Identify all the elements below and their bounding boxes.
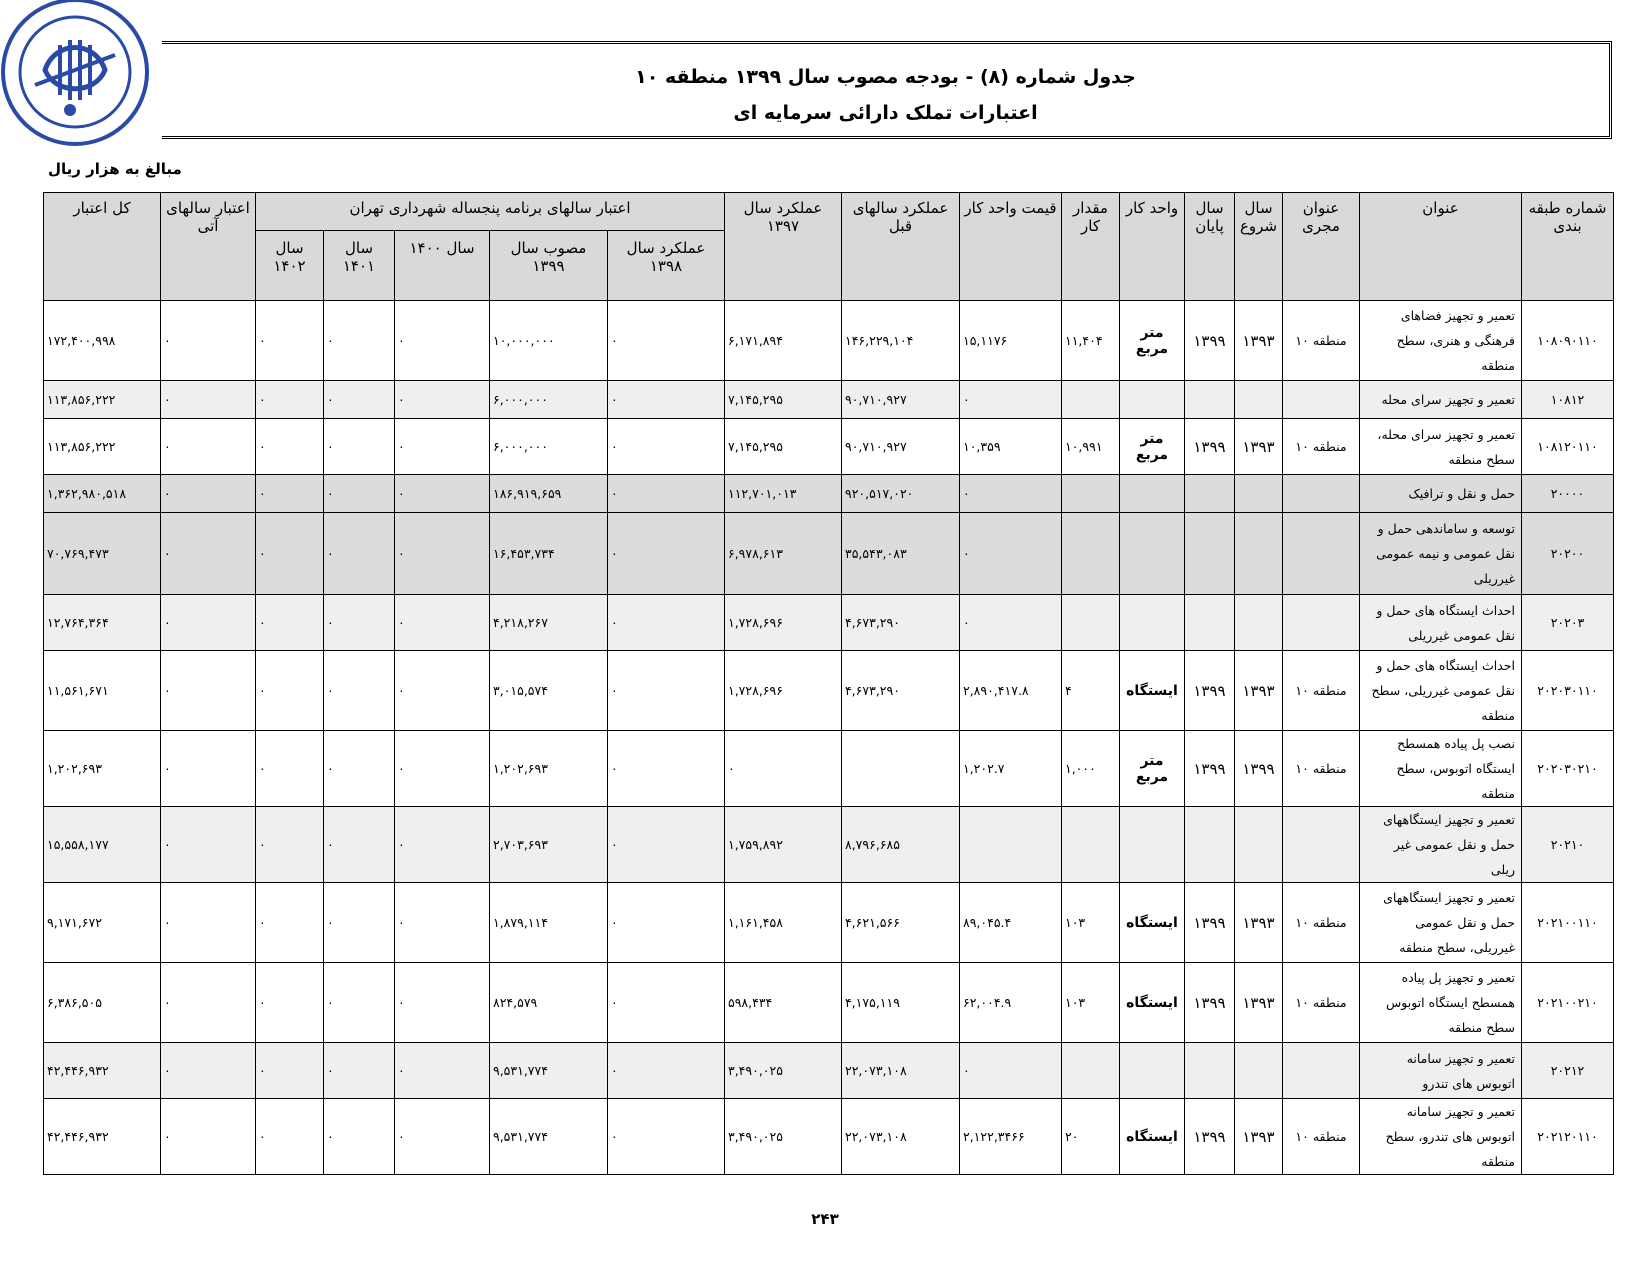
cell-y1398: ۰: [608, 513, 725, 595]
budget-table: [43, 192, 1614, 1175]
cell-end: [1185, 807, 1235, 883]
cell-price: [960, 807, 1062, 883]
cell-y1397: ۰: [725, 731, 842, 807]
cell-future: ۰: [161, 1043, 256, 1099]
cell-executor: منطقه ۱۰: [1283, 419, 1360, 475]
cell-y1397: ۱,۷۵۹,۸۹۲: [725, 807, 842, 883]
cell-code: ۲۰۲۰۰: [1522, 513, 1614, 595]
cell-y1398: ۰: [608, 883, 725, 963]
cell-qty: ۱۱,۴۰۴: [1062, 301, 1120, 381]
cell-price: ۲,۸۹۰,۴۱۷.۸: [960, 651, 1062, 731]
cell-y1402: ۰: [256, 1099, 324, 1175]
cell-y1400: ۰: [395, 513, 490, 595]
cell-y1397: ۳,۴۹۰,۰۲۵: [725, 1043, 842, 1099]
header-1397: عملکرد سال ۱۳۹۷: [725, 193, 842, 301]
header-qty: مقدار کار: [1062, 193, 1120, 301]
cell-price: ۸۹,۰۴۵.۴: [960, 883, 1062, 963]
cell-y1402: ۰: [256, 963, 324, 1043]
cell-y1398: ۰: [608, 731, 725, 807]
cell-y1398: ۰: [608, 651, 725, 731]
cell-executor: منطقه ۱۰: [1283, 301, 1360, 381]
table-row: [44, 381, 1614, 419]
cell-price: ۱,۲۰۲.۷: [960, 731, 1062, 807]
cell-prev: ۴,۶۲۱,۵۶۶: [842, 883, 960, 963]
cell-unit: ایستگاه: [1120, 883, 1185, 963]
cell-y1400: ۰: [395, 651, 490, 731]
cell-y1402: ۰: [256, 419, 324, 475]
cell-unit: ایستگاه: [1120, 651, 1185, 731]
units-note: مبالغ به هزار ریال: [48, 160, 182, 178]
cell-y1401: ۰: [324, 731, 395, 807]
cell-title: تعمیر و تجهیز سرای محله: [1360, 381, 1522, 419]
cell-prev: [842, 731, 960, 807]
cell-title: تعمیر و تجهیز فضاهای فرهنگی و هنری، سطح منطقه: [1360, 301, 1522, 381]
page-number: ۲۴۳: [811, 1210, 839, 1228]
cell-future: ۰: [161, 301, 256, 381]
cell-y1401: ۰: [324, 883, 395, 963]
cell-y1397: ۱,۱۶۱,۴۵۸: [725, 883, 842, 963]
cell-title: تعمیر و تجهیز سرای محله، سطح منطقه: [1360, 419, 1522, 475]
cell-executor: [1283, 595, 1360, 651]
cell-executor: [1283, 1043, 1360, 1099]
cell-code: ۱۰۸۰۹۰۱۱۰: [1522, 301, 1614, 381]
cell-price: ۱۵,۱۱۷۶: [960, 301, 1062, 381]
cell-start: [1235, 1043, 1283, 1099]
cell-total: ۱۲,۷۶۴,۳۶۴: [44, 595, 161, 651]
cell-y1397: ۱,۷۲۸,۶۹۶: [725, 595, 842, 651]
cell-y1401: ۰: [324, 1099, 395, 1175]
cell-unit: [1120, 381, 1185, 419]
cell-code: ۱۰۸۱۲۰۱۱۰: [1522, 419, 1614, 475]
cell-executor: [1283, 475, 1360, 513]
cell-prev: ۱۴۶,۲۲۹,۱۰۴: [842, 301, 960, 381]
cell-end: ۱۳۹۹: [1185, 419, 1235, 475]
cell-y1397: ۱,۷۲۸,۶۹۶: [725, 651, 842, 731]
cell-y1399: ۱۰,۰۰۰,۰۰۰: [490, 301, 608, 381]
cell-executor: [1283, 807, 1360, 883]
cell-end: ۱۳۹۹: [1185, 963, 1235, 1043]
cell-y1401: ۰: [324, 807, 395, 883]
cell-total: ۱۱۳,۸۵۶,۲۲۲: [44, 381, 161, 419]
cell-y1400: ۰: [395, 883, 490, 963]
cell-qty: ۱,۰۰۰: [1062, 731, 1120, 807]
cell-title: احداث ایستگاه های حمل و نقل عمومی غیرریلی، سطح منطقه: [1360, 651, 1522, 731]
cell-y1398: ۰: [608, 1099, 725, 1175]
cell-y1400: ۰: [395, 731, 490, 807]
cell-y1401: ۰: [324, 381, 395, 419]
table-row: [44, 651, 1614, 731]
cell-y1399: ۳,۰۱۵,۵۷۴: [490, 651, 608, 731]
cell-unit: [1120, 595, 1185, 651]
cell-total: ۱,۲۰۲,۶۹۳: [44, 731, 161, 807]
header-1398: عملکرد سال ۱۳۹۸: [608, 231, 725, 301]
cell-code: ۱۰۸۱۲: [1522, 381, 1614, 419]
cell-price: ۰: [960, 475, 1062, 513]
cell-future: ۰: [161, 731, 256, 807]
cell-total: ۹,۱۷۱,۶۷۲: [44, 883, 161, 963]
cell-y1399: ۱۶,۴۵۳,۷۳۴: [490, 513, 608, 595]
cell-price: ۰: [960, 1043, 1062, 1099]
cell-y1402: ۰: [256, 475, 324, 513]
cell-y1400: ۰: [395, 807, 490, 883]
cell-unit: [1120, 513, 1185, 595]
cell-price: ۱۰,۳۵۹: [960, 419, 1062, 475]
title-box: [162, 41, 1612, 139]
cell-y1400: ۰: [395, 475, 490, 513]
header-five-year-plan: اعتبار سالهای برنامه پنجساله شهرداری تهران: [256, 193, 725, 231]
cell-future: ۰: [161, 419, 256, 475]
table-row: [44, 475, 1614, 513]
cell-y1397: ۵۹۸,۴۳۴: [725, 963, 842, 1043]
cell-y1401: ۰: [324, 963, 395, 1043]
cell-price: ۰: [960, 513, 1062, 595]
cell-executor: [1283, 513, 1360, 595]
header-prev: عملکرد سالهای قبل: [842, 193, 960, 301]
cell-title: تعمیر و تجهیز سامانه اتوبوس های تندرو: [1360, 1043, 1522, 1099]
cell-y1401: ۰: [324, 595, 395, 651]
cell-y1397: ۶,۱۷۱,۸۹۴: [725, 301, 842, 381]
table-row: [44, 301, 1614, 381]
cell-qty: [1062, 513, 1120, 595]
table-row: [44, 807, 1614, 883]
cell-end: [1185, 1043, 1235, 1099]
cell-total: ۱۵,۵۵۸,۱۷۷: [44, 807, 161, 883]
cell-start: [1235, 513, 1283, 595]
cell-future: ۰: [161, 807, 256, 883]
cell-y1398: ۰: [608, 419, 725, 475]
cell-y1402: ۰: [256, 1043, 324, 1099]
cell-y1398: ۰: [608, 807, 725, 883]
cell-future: ۰: [161, 1099, 256, 1175]
cell-qty: [1062, 381, 1120, 419]
cell-y1399: ۱,۸۷۹,۱۱۴: [490, 883, 608, 963]
header-1401: سال ۱۴۰۱: [324, 231, 395, 301]
cell-total: ۱۱۳,۸۵۶,۲۲۲: [44, 419, 161, 475]
cell-qty: [1062, 1043, 1120, 1099]
cell-y1402: ۰: [256, 883, 324, 963]
cell-price: ۲,۱۲۲,۳۴۶۶: [960, 1099, 1062, 1175]
header-start: سال شروع: [1235, 193, 1283, 301]
cell-code: ۲۰۲۰۳۰۲۱۰: [1522, 731, 1614, 807]
cell-y1398: ۰: [608, 475, 725, 513]
cell-y1400: ۰: [395, 963, 490, 1043]
cell-price: ۰: [960, 595, 1062, 651]
cell-unit: [1120, 1043, 1185, 1099]
cell-code: ۲۰۲۱۰۰۱۱۰: [1522, 883, 1614, 963]
cell-y1398: ۰: [608, 963, 725, 1043]
header-executor: عنوان مجری: [1283, 193, 1360, 301]
cell-total: ۷۰,۷۶۹,۴۷۳: [44, 513, 161, 595]
table-body: [44, 301, 1614, 1175]
cell-end: ۱۳۹۹: [1185, 301, 1235, 381]
cell-qty: ۴: [1062, 651, 1120, 731]
cell-y1400: ۰: [395, 1099, 490, 1175]
cell-end: [1185, 475, 1235, 513]
cell-y1399: ۸۲۴,۵۷۹: [490, 963, 608, 1043]
cell-start: ۱۳۹۳: [1235, 963, 1283, 1043]
cell-title: توسعه و ساماندهی حمل و نقل عمومی و نیمه عمومی غیرریلی: [1360, 513, 1522, 595]
cell-code: ۲۰۲۱۲۰۱۱۰: [1522, 1099, 1614, 1175]
table-row: [44, 883, 1614, 963]
cell-start: [1235, 807, 1283, 883]
cell-executor: منطقه ۱۰: [1283, 963, 1360, 1043]
cell-qty: ۱۰,۹۹۱: [1062, 419, 1120, 475]
cell-executor: منطقه ۱۰: [1283, 1099, 1360, 1175]
cell-start: ۱۳۹۳: [1235, 419, 1283, 475]
cell-y1399: ۱۸۶,۹۱۹,۶۵۹: [490, 475, 608, 513]
cell-y1399: ۴,۲۱۸,۲۶۷: [490, 595, 608, 651]
cell-unit: متر مربع: [1120, 419, 1185, 475]
cell-prev: ۹۲۰,۵۱۷,۰۲۰: [842, 475, 960, 513]
cell-start: ۱۳۹۹: [1235, 731, 1283, 807]
cell-qty: ۱۰۳: [1062, 883, 1120, 963]
header-1402: سال ۱۴۰۲: [256, 231, 324, 301]
cell-executor: منطقه ۱۰: [1283, 883, 1360, 963]
cell-total: ۶,۳۸۶,۵۰۵: [44, 963, 161, 1043]
table-row: [44, 731, 1614, 807]
cell-code: ۲۰۲۰۳: [1522, 595, 1614, 651]
cell-y1398: ۰: [608, 595, 725, 651]
cell-future: ۰: [161, 651, 256, 731]
header-total: کل اعتبار: [44, 193, 161, 301]
cell-title: حمل و نقل و ترافیک: [1360, 475, 1522, 513]
cell-y1400: ۰: [395, 595, 490, 651]
cell-code: ۲۰۲۰۳۰۱۱۰: [1522, 651, 1614, 731]
cell-end: ۱۳۹۹: [1185, 1099, 1235, 1175]
cell-qty: [1062, 595, 1120, 651]
cell-executor: منطقه ۱۰: [1283, 651, 1360, 731]
cell-future: ۰: [161, 381, 256, 419]
cell-total: ۴۲,۴۴۶,۹۳۲: [44, 1043, 161, 1099]
cell-y1402: ۰: [256, 731, 324, 807]
cell-y1402: ۰: [256, 595, 324, 651]
cell-y1399: ۹,۵۳۱,۷۷۴: [490, 1043, 608, 1099]
cell-y1402: ۰: [256, 381, 324, 419]
cell-y1400: ۰: [395, 301, 490, 381]
cell-unit: [1120, 475, 1185, 513]
cell-future: ۰: [161, 963, 256, 1043]
header-code: شماره طبقه بندی: [1522, 193, 1614, 301]
cell-end: [1185, 595, 1235, 651]
cell-y1399: ۶,۰۰۰,۰۰۰: [490, 419, 608, 475]
cell-y1399: ۱,۲۰۲,۶۹۳: [490, 731, 608, 807]
cell-y1399: ۹,۵۳۱,۷۷۴: [490, 1099, 608, 1175]
cell-unit: ایستگاه: [1120, 963, 1185, 1043]
table-row: [44, 1043, 1614, 1099]
cell-end: ۱۳۹۹: [1185, 883, 1235, 963]
header-end: سال پایان: [1185, 193, 1235, 301]
document-title: جدول شماره (۸) - بودجه مصوب سال ۱۳۹۹ منطقه ۱۰: [635, 66, 1136, 88]
cell-code: ۲۰۰۰۰: [1522, 475, 1614, 513]
cell-prev: ۴,۶۷۳,۲۹۰: [842, 651, 960, 731]
cell-start: [1235, 381, 1283, 419]
cell-y1397: ۷,۱۴۵,۲۹۵: [725, 381, 842, 419]
cell-executor: منطقه ۱۰: [1283, 731, 1360, 807]
seal-stamp: [0, 0, 160, 160]
cell-code: ۲۰۲۱۰۰۲۱۰: [1522, 963, 1614, 1043]
cell-title: تعمیر و تجهیز پل پیاده همسطح ایستگاه اتوبوس سطح منطقه: [1360, 963, 1522, 1043]
header-future: اعتبار سالهای آتی: [161, 193, 256, 301]
cell-y1402: ۰: [256, 807, 324, 883]
cell-code: ۲۰۲۱۰: [1522, 807, 1614, 883]
cell-y1400: ۰: [395, 419, 490, 475]
cell-qty: ۲۰: [1062, 1099, 1120, 1175]
cell-code: ۲۰۲۱۲: [1522, 1043, 1614, 1099]
cell-y1398: ۰: [608, 1043, 725, 1099]
cell-prev: ۲۲,۰۷۳,۱۰۸: [842, 1043, 960, 1099]
header-title: عنوان: [1360, 193, 1522, 301]
cell-start: ۱۳۹۳: [1235, 301, 1283, 381]
table-row: [44, 513, 1614, 595]
cell-unit: متر مربع: [1120, 301, 1185, 381]
cell-prev: ۸,۷۹۶,۶۸۵: [842, 807, 960, 883]
cell-prev: ۴,۱۷۵,۱۱۹: [842, 963, 960, 1043]
cell-y1401: ۰: [324, 475, 395, 513]
header-1400: سال ۱۴۰۰: [395, 231, 490, 301]
cell-y1401: ۰: [324, 651, 395, 731]
cell-y1399: ۶,۰۰۰,۰۰۰: [490, 381, 608, 419]
cell-total: ۴۲,۴۴۶,۹۳۲: [44, 1099, 161, 1175]
cell-y1402: ۰: [256, 513, 324, 595]
cell-y1397: ۱۱۲,۷۰۱,۰۱۳: [725, 475, 842, 513]
cell-start: ۱۳۹۳: [1235, 651, 1283, 731]
cell-end: ۱۳۹۹: [1185, 651, 1235, 731]
cell-prev: ۹۰,۷۱۰,۹۲۷: [842, 419, 960, 475]
cell-start: ۱۳۹۳: [1235, 1099, 1283, 1175]
cell-start: ۱۳۹۳: [1235, 883, 1283, 963]
table-row: [44, 1099, 1614, 1175]
cell-unit: ایستگاه: [1120, 1099, 1185, 1175]
cell-start: [1235, 475, 1283, 513]
cell-future: ۰: [161, 595, 256, 651]
cell-title: تعمیر و تجهیز سامانه اتوبوس های تندرو، سطح منطقه: [1360, 1099, 1522, 1175]
cell-prev: ۹۰,۷۱۰,۹۲۷: [842, 381, 960, 419]
cell-y1400: ۰: [395, 381, 490, 419]
cell-executor: [1283, 381, 1360, 419]
cell-y1400: ۰: [395, 1043, 490, 1099]
cell-qty: [1062, 475, 1120, 513]
cell-future: ۰: [161, 883, 256, 963]
cell-end: ۱۳۹۹: [1185, 731, 1235, 807]
header-1399: مصوب سال ۱۳۹۹: [490, 231, 608, 301]
cell-y1402: ۰: [256, 301, 324, 381]
table-row: [44, 419, 1614, 475]
cell-y1399: ۲,۷۰۳,۶۹۳: [490, 807, 608, 883]
cell-title: نصب پل پیاده همسطح ایستگاه اتوبوس، سطح منطقه: [1360, 731, 1522, 807]
cell-future: ۰: [161, 475, 256, 513]
table-row: [44, 963, 1614, 1043]
cell-end: [1185, 381, 1235, 419]
cell-total: ۱۱,۵۶۱,۶۷۱: [44, 651, 161, 731]
document-subtitle: اعتبارات تملک دارائی سرمایه ای: [733, 102, 1038, 124]
cell-title: احداث ایستگاه های حمل و نقل عمومی غیرریلی: [1360, 595, 1522, 651]
cell-total: ۱,۳۶۲,۹۸۰,۵۱۸: [44, 475, 161, 513]
cell-price: ۶۲,۰۰۴.۹: [960, 963, 1062, 1043]
cell-prev: ۲۲,۰۷۳,۱۰۸: [842, 1099, 960, 1175]
cell-prev: ۴,۶۷۳,۲۹۰: [842, 595, 960, 651]
cell-end: [1185, 513, 1235, 595]
cell-y1401: ۰: [324, 419, 395, 475]
cell-prev: ۳۵,۵۴۳,۰۸۳: [842, 513, 960, 595]
header-price: قیمت واحد کار: [960, 193, 1062, 301]
cell-unit: [1120, 807, 1185, 883]
cell-y1401: ۰: [324, 1043, 395, 1099]
cell-y1397: ۳,۴۹۰,۰۲۵: [725, 1099, 842, 1175]
cell-y1397: ۶,۹۷۸,۶۱۳: [725, 513, 842, 595]
cell-y1402: ۰: [256, 651, 324, 731]
cell-price: ۰: [960, 381, 1062, 419]
cell-y1401: ۰: [324, 301, 395, 381]
table-row: [44, 595, 1614, 651]
cell-y1398: ۰: [608, 301, 725, 381]
cell-y1397: ۷,۱۴۵,۲۹۵: [725, 419, 842, 475]
cell-start: [1235, 595, 1283, 651]
cell-qty: ۱۰۳: [1062, 963, 1120, 1043]
cell-title: تعمیر و تجهیز ایستگاههای حمل و نقل عمومی غیر ریلی: [1360, 807, 1522, 883]
cell-future: ۰: [161, 513, 256, 595]
cell-total: ۱۷۲,۴۰۰,۹۹۸: [44, 301, 161, 381]
cell-title: تعمیر و تجهیز ایستگاههای حمل و نقل عمومی غیرریلی، سطح منطقه: [1360, 883, 1522, 963]
cell-y1401: ۰: [324, 513, 395, 595]
header-unit: واحد کار: [1120, 193, 1185, 301]
cell-qty: [1062, 807, 1120, 883]
cell-unit: متر مربع: [1120, 731, 1185, 807]
cell-y1398: ۰: [608, 381, 725, 419]
